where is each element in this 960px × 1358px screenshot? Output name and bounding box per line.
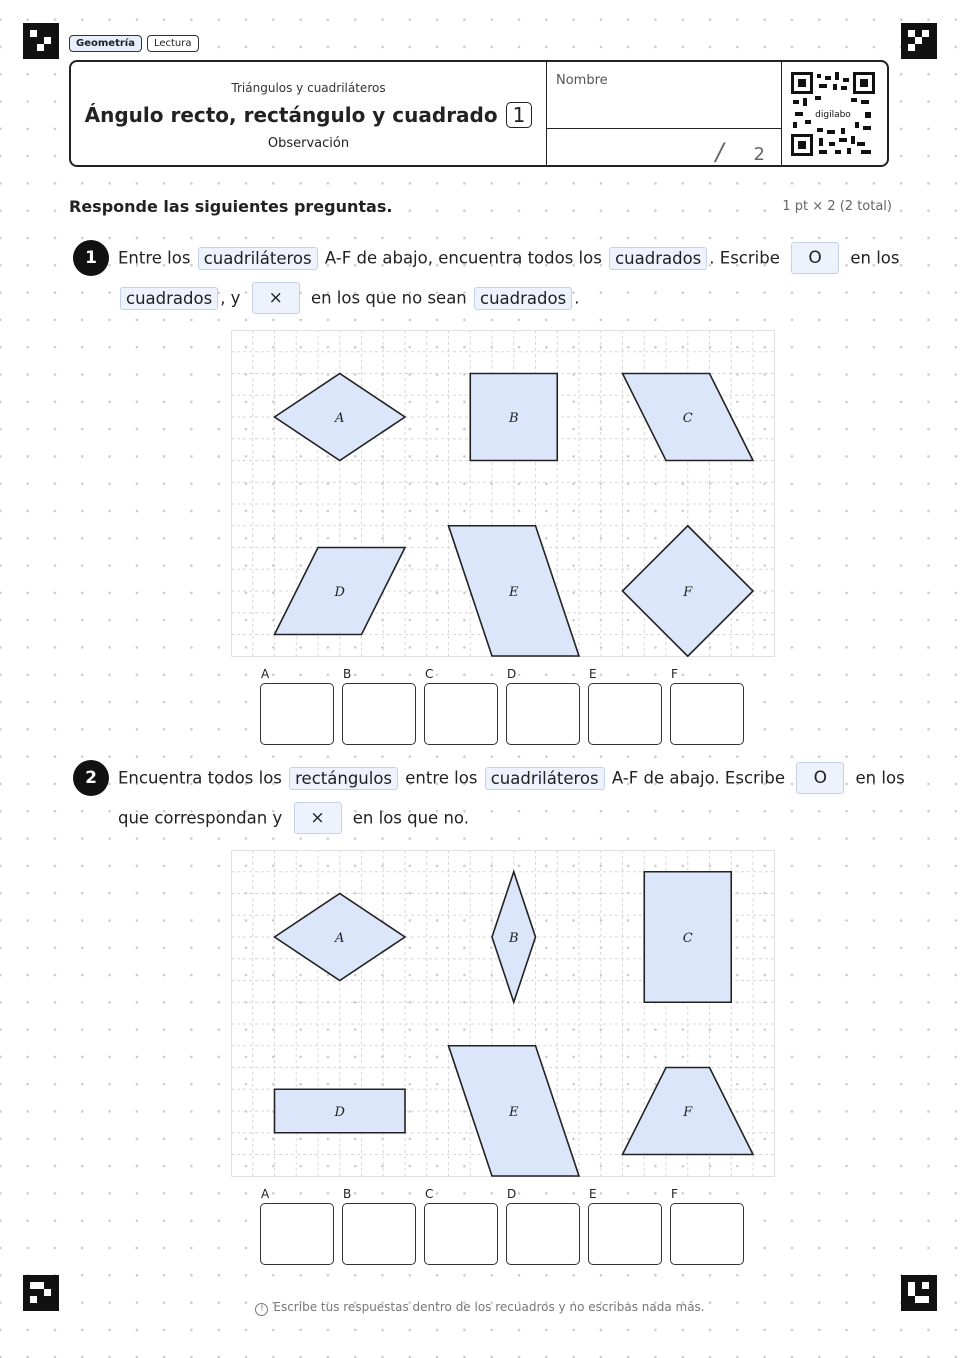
name-label: Nombre: [556, 73, 608, 88]
answer-b: [342, 667, 416, 745]
answer-a: [260, 667, 334, 745]
q1-text: Entre los: [118, 248, 191, 268]
question-1-number: 1: [73, 240, 109, 276]
q1-text: , y: [220, 288, 241, 308]
header-divider: [547, 128, 781, 129]
score-total: 2: [753, 144, 765, 165]
keyword-cuadrados: cuadrados: [474, 287, 572, 310]
answer-label: C: [425, 667, 434, 681]
answer-box-a[interactable]: [260, 683, 334, 745]
answer-d: [506, 1187, 580, 1265]
qr-code-icon: [791, 72, 875, 156]
answer-box-c[interactable]: [424, 683, 498, 745]
keyword-cuadrilateros: cuadriláteros: [485, 767, 605, 790]
q2-text: que correspondan y: [118, 808, 283, 828]
question-1-line-1: [118, 242, 900, 274]
answer-box-d[interactable]: [506, 683, 580, 745]
answer-label: B: [343, 1187, 352, 1201]
q1-text: .: [574, 288, 580, 308]
worksheet-category: Observación: [267, 136, 350, 151]
corner-marker-top-left: [23, 23, 59, 59]
tag-geometria: Geometría: [69, 35, 142, 52]
shape-label-b: B: [508, 931, 519, 946]
q2-text: en los que no.: [352, 808, 469, 828]
tag-lectura: Lectura: [147, 35, 199, 52]
symbol-circle: O: [796, 762, 844, 794]
q1-text: . Escribe: [709, 248, 780, 268]
name-field[interactable]: [547, 62, 781, 128]
answer-label: D: [507, 1187, 517, 1201]
answer-label: A: [261, 1187, 270, 1201]
title-block: [71, 62, 546, 165]
points-info: 1 pt × 2 (2 total): [782, 199, 892, 214]
score-field: [715, 138, 765, 166]
q1-text: en los que no sean: [310, 288, 467, 308]
footer-text: Escribe tus respuestas dentro de los recuadros y no escribas nada más.: [273, 1300, 705, 1314]
shape-label-a: A: [335, 931, 345, 946]
question-1-answer-boxes: [260, 667, 744, 745]
worksheet-header: [69, 60, 889, 167]
answer-label: F: [671, 667, 678, 681]
info-icon: !: [255, 1303, 268, 1316]
answer-c: [424, 1187, 498, 1265]
answer-f: [670, 667, 744, 745]
q2-text: A-F de abajo. Escribe: [611, 768, 786, 788]
q1-text: A-F de abajo, encuentra todos los: [324, 248, 602, 268]
answer-box-c[interactable]: [424, 1203, 498, 1265]
symbol-circle: O: [791, 242, 839, 274]
q2-text: entre los: [405, 768, 478, 788]
tag-list: [69, 35, 199, 52]
shape-label-d: D: [334, 1105, 345, 1120]
answer-e: [588, 1187, 662, 1265]
answer-box-b[interactable]: [342, 1203, 416, 1265]
question-2-line-1: [118, 762, 905, 794]
shape-label-e: E: [509, 1105, 519, 1120]
answer-box-e[interactable]: [588, 683, 662, 745]
question-2-answer-boxes: [260, 1187, 744, 1265]
keyword-cuadrados: cuadrados: [609, 247, 707, 270]
answer-label: C: [425, 1187, 434, 1201]
answer-label: E: [589, 667, 597, 681]
question-2-line-2: [118, 802, 469, 834]
question-2-figure: [231, 850, 775, 1177]
qr-caption: digilabo: [815, 110, 851, 120]
score-slash: /: [715, 138, 724, 166]
worksheet-title-text: Ángulo recto, rectángulo y cuadrado: [84, 103, 498, 127]
worksheet-number: 1: [506, 102, 533, 128]
shape-label-b: B: [508, 411, 519, 426]
shape-label-f: F: [683, 585, 693, 600]
keyword-cuadrados: cuadrados: [120, 287, 218, 310]
answer-a: [260, 1187, 334, 1265]
answer-d: [506, 667, 580, 745]
answer-box-f[interactable]: [670, 683, 744, 745]
answer-label: F: [671, 1187, 678, 1201]
shape-label-c: C: [682, 931, 693, 946]
answer-label: E: [589, 1187, 597, 1201]
shape-label-a: A: [335, 411, 345, 426]
q2-text: en los: [855, 768, 905, 788]
name-score-block: [546, 62, 782, 165]
answer-box-d[interactable]: [506, 1203, 580, 1265]
worksheet-subtitle: Triángulos y cuadriláteros: [231, 81, 386, 95]
corner-marker-top-right: [901, 23, 937, 59]
answer-box-b[interactable]: [342, 683, 416, 745]
answer-box-a[interactable]: [260, 1203, 334, 1265]
answer-b: [342, 1187, 416, 1265]
answer-box-e[interactable]: [588, 1203, 662, 1265]
shape-label-c: C: [682, 411, 693, 426]
keyword-rectangulos: rectángulos: [289, 767, 398, 790]
worksheet-title: [71, 102, 546, 128]
footer-note: [0, 1300, 960, 1316]
answer-c: [424, 667, 498, 745]
instructions: Responde las siguientes preguntas.: [69, 197, 393, 216]
answer-box-f[interactable]: [670, 1203, 744, 1265]
shape-label-f: F: [683, 1105, 693, 1120]
question-1-figure: [231, 330, 775, 657]
answer-label: D: [507, 667, 517, 681]
answer-e: [588, 667, 662, 745]
q2-text: Encuentra todos los: [118, 768, 282, 788]
symbol-cross: ×: [294, 802, 342, 834]
question-1-line-2: [118, 282, 579, 314]
shape-label-e: E: [509, 585, 519, 600]
answer-label: A: [261, 667, 270, 681]
q1-text: en los: [850, 248, 900, 268]
answer-label: B: [343, 667, 352, 681]
answer-f: [670, 1187, 744, 1265]
symbol-cross: ×: [252, 282, 300, 314]
shape-label-d: D: [334, 585, 345, 600]
question-2-number: 2: [73, 760, 109, 796]
keyword-cuadrilateros: cuadriláteros: [198, 247, 318, 270]
